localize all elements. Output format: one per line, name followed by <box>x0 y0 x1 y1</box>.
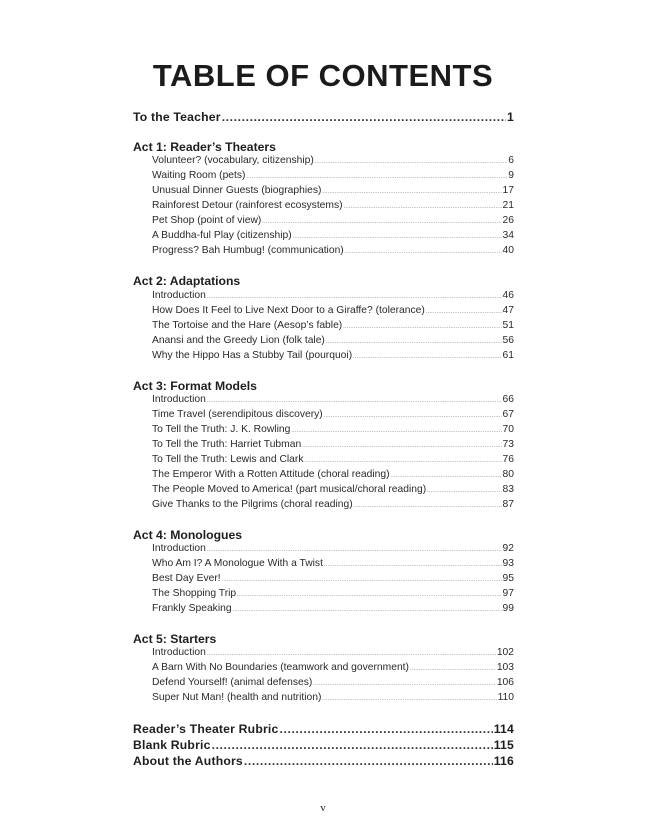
toc-page-number: 83 <box>502 484 514 495</box>
toc-entry-label: Introduction <box>152 290 206 301</box>
section-heading-act-1: Act 1: Reader’s Theaters <box>133 140 276 154</box>
dot-leader <box>322 696 496 702</box>
toc-page-number: 116 <box>493 754 514 768</box>
toc-page-number: 80 <box>502 469 514 480</box>
toc-page-number: 67 <box>502 409 514 420</box>
dot-leader <box>324 413 502 419</box>
toc-entry-rubric[interactable] <box>133 722 514 736</box>
toc-page-number: 9 <box>508 170 514 181</box>
toc-page-number: 87 <box>502 499 514 510</box>
toc-entry-label: To Tell the Truth: Lewis and Clark <box>152 454 304 465</box>
toc-entry-label: Super Nut Man! (health and nutrition) <box>152 692 322 703</box>
dot-leader <box>222 110 506 124</box>
toc-entry[interactable] <box>152 484 514 495</box>
dot-leader <box>391 473 502 479</box>
toc-page-number: 92 <box>502 543 514 554</box>
dot-leader <box>279 722 492 736</box>
toc-page-number: 99 <box>502 603 514 614</box>
toc-entry[interactable] <box>152 320 514 331</box>
dot-leader <box>302 443 501 449</box>
toc-entry-label: Defend Yourself! (animal defenses) <box>152 677 313 688</box>
toc-entry-label: Rainforest Detour (rainforest ecosystems) <box>152 200 343 211</box>
toc-page-number: 1 <box>507 110 514 124</box>
toc-entry[interactable] <box>152 662 514 673</box>
toc-entry[interactable] <box>152 647 514 658</box>
toc-entry[interactable] <box>152 424 514 435</box>
toc-page-number: 40 <box>502 245 514 256</box>
toc-entry[interactable] <box>152 155 514 166</box>
section-heading-act-4: Act 4: Monologues <box>133 528 243 542</box>
toc-entry-label: A Barn With No Boundaries (teamwork and government) <box>152 662 409 673</box>
toc-page-number: 114 <box>493 722 514 736</box>
toc-page-number: 95 <box>502 573 514 584</box>
toc-entry[interactable] <box>152 350 514 361</box>
page-folio: v <box>320 802 326 814</box>
toc-entry-label: Give Thanks to the Pilgrims (choral reading) <box>152 499 353 510</box>
toc-entry[interactable] <box>152 394 514 405</box>
toc-page-number: 115 <box>493 738 514 752</box>
toc-entry[interactable] <box>152 230 514 241</box>
dot-leader <box>315 159 507 165</box>
toc-entry[interactable] <box>152 305 514 316</box>
dot-leader <box>246 174 507 180</box>
dot-leader <box>324 562 502 568</box>
toc-page-number: 103 <box>496 662 514 673</box>
toc-entry-label: Volunteer? (vocabulary, citizenship) <box>152 155 314 166</box>
toc-entry[interactable] <box>152 677 514 688</box>
toc-page-number: 73 <box>502 439 514 450</box>
dot-leader <box>207 294 502 300</box>
dot-leader <box>262 219 501 225</box>
toc-entry-label: Frankly Speaking <box>152 603 232 614</box>
dot-leader <box>322 189 501 195</box>
toc-page-number: 46 <box>502 290 514 301</box>
toc-entry[interactable] <box>152 335 514 346</box>
toc-entry-label: Reader’s Theater Rubric <box>133 722 279 736</box>
toc-entry[interactable] <box>152 558 514 569</box>
toc-entry-label: A Buddha-ful Play (citizenship) <box>152 230 292 241</box>
toc-entry-label: Unusual Dinner Guests (biographies) <box>152 185 322 196</box>
toc-entry[interactable] <box>152 499 514 510</box>
toc-page-number: 51 <box>502 320 514 331</box>
toc-entry-to-the-teacher[interactable] <box>133 110 514 124</box>
dot-leader <box>233 607 502 613</box>
toc-entry-label: Introduction <box>152 647 206 658</box>
toc-entry[interactable] <box>152 409 514 420</box>
dot-leader <box>313 681 496 687</box>
toc-entry-label: Anansi and the Greedy Lion (folk tale) <box>152 335 325 346</box>
section-heading-act-5: Act 5: Starters <box>133 632 217 646</box>
toc-entry-label: To Tell the Truth: Harriet Tubman <box>152 439 302 450</box>
toc-entry-label: Best Day Ever! <box>152 573 221 584</box>
toc-page-number: 93 <box>502 558 514 569</box>
dot-leader <box>426 309 502 315</box>
dot-leader <box>207 651 496 657</box>
toc-entry-label: To Tell the Truth: J. K. Rowling <box>152 424 291 435</box>
toc-page-number: 26 <box>502 215 514 226</box>
dot-leader <box>244 754 493 768</box>
toc-page-number: 47 <box>502 305 514 316</box>
toc-entry[interactable] <box>152 185 514 196</box>
dot-leader <box>222 577 502 583</box>
toc-entry[interactable] <box>152 215 514 226</box>
toc-page-number: 106 <box>496 677 514 688</box>
toc-entry[interactable] <box>152 588 514 599</box>
page-title: TABLE OF CONTENTS <box>152 58 494 93</box>
toc-entry-label: Waiting Room (pets) <box>152 170 246 181</box>
toc-entry-label: Who Am I? A Monologue With a Twist <box>152 558 323 569</box>
toc-entry[interactable] <box>152 290 514 301</box>
toc-page-number: 66 <box>502 394 514 405</box>
dot-leader <box>410 666 496 672</box>
dot-leader <box>353 354 501 360</box>
toc-entry-label: To the Teacher <box>133 110 221 124</box>
toc-entry-about-the-authors[interactable] <box>133 754 514 768</box>
toc-entry-label: Introduction <box>152 394 206 405</box>
toc-page-number: 6 <box>508 155 514 166</box>
toc-page-number: 97 <box>502 588 514 599</box>
toc-entry-label: The Tortoise and the Hare (Aesop’s fable) <box>152 320 343 331</box>
toc-page-number: 17 <box>502 185 514 196</box>
toc-entry-label: Introduction <box>152 543 206 554</box>
toc-page-number: 70 <box>502 424 514 435</box>
dot-leader <box>293 234 502 240</box>
toc-page-number: 76 <box>502 454 514 465</box>
toc-page-number: 34 <box>502 230 514 241</box>
toc-entry-label: Blank Rubric <box>133 738 211 752</box>
dot-leader <box>207 547 502 553</box>
toc-entry[interactable] <box>152 200 514 211</box>
toc-page-number: 56 <box>502 335 514 346</box>
dot-leader <box>212 738 493 752</box>
toc-entry[interactable] <box>152 170 514 181</box>
dot-leader <box>304 458 501 464</box>
dot-leader <box>343 324 501 330</box>
toc-entry[interactable] <box>152 469 514 480</box>
toc-entry-label: Time Travel (serendipitous discovery) <box>152 409 323 420</box>
dot-leader <box>354 503 502 509</box>
toc-page-number: 110 <box>497 692 514 703</box>
toc-page-number: 61 <box>502 350 514 361</box>
dot-leader <box>345 249 502 255</box>
toc-entry[interactable] <box>152 245 514 256</box>
toc-entry-blank-rubric[interactable] <box>133 738 514 752</box>
toc-entry-label: The Emperor With a Rotten Attitude (choral reading) <box>152 469 390 480</box>
section-heading-act-3: Act 3: Format Models <box>133 379 257 393</box>
dot-leader <box>326 339 502 345</box>
toc-entry[interactable] <box>152 543 514 554</box>
dot-leader <box>207 398 502 404</box>
dot-leader <box>291 428 501 434</box>
toc-page-number: 102 <box>496 647 514 658</box>
toc-entry[interactable] <box>152 573 514 584</box>
toc-entry-label: The Shopping Trip <box>152 588 237 599</box>
toc-page-number: 21 <box>502 200 514 211</box>
dot-leader <box>427 488 501 494</box>
toc-entry[interactable] <box>152 692 514 703</box>
toc-entry[interactable] <box>152 439 514 450</box>
toc-entry-label: The People Moved to America! (part musical/choral reading) <box>152 484 427 495</box>
dot-leader <box>237 592 501 598</box>
toc-entry-label: About the Authors <box>133 754 243 768</box>
section-heading-act-2: Act 2: Adaptations <box>133 274 241 288</box>
toc-entry-label: How Does It Feel to Live Next Door to a Giraffe? (tolerance) <box>152 305 425 316</box>
toc-entry-label: Why the Hippo Has a Stubby Tail (pourquoi) <box>152 350 353 361</box>
toc-entry[interactable] <box>152 454 514 465</box>
toc-entry-label: Pet Shop (point of view) <box>152 215 262 226</box>
toc-entry-label: Progress? Bah Humbug! (communication) <box>152 245 344 256</box>
toc-entry[interactable] <box>152 603 514 614</box>
dot-leader <box>344 204 502 210</box>
